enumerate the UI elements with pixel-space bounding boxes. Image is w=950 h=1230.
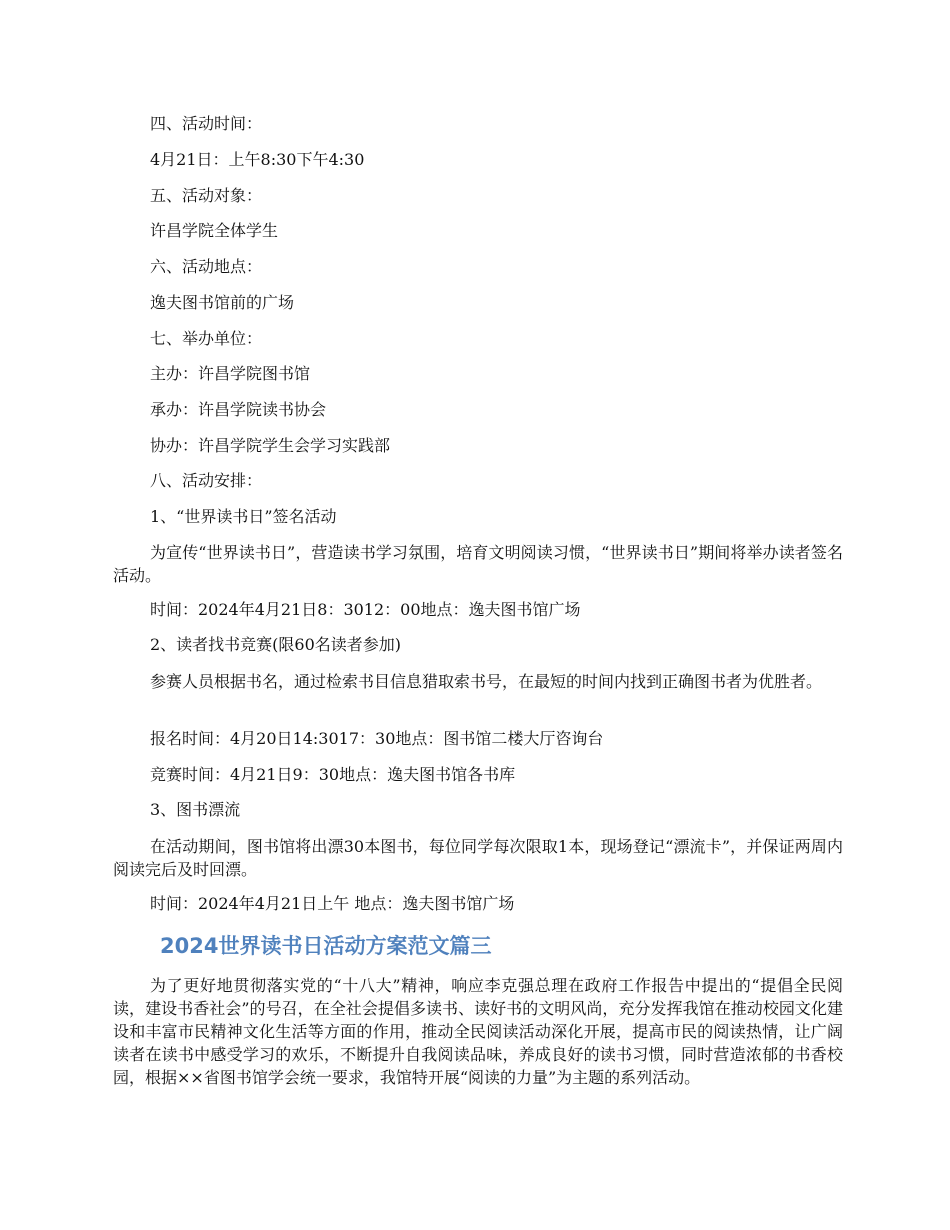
- item-2-description: 参赛人员根据书名，通过检索书目信息猎取索书号，在最短的时间内找到正确图书者为优胜者。: [150, 672, 823, 691]
- item-2-contest-time: 竞赛时间：4月21日9：30地点：逸夫图书馆各书库: [150, 765, 516, 784]
- organizer-undertaker: 承办：许昌学院读书协会: [150, 400, 327, 419]
- item-2-title: 2、读者找书竞赛(限60名读者参加): [150, 635, 402, 654]
- item-2-registration: 报名时间：4月20日14:3017：30地点：图书馆二楼大厅咨询台: [150, 729, 604, 748]
- activity-location-value: 逸夫图书馆前的广场: [150, 293, 295, 312]
- section-6-title: 六、活动地点：: [150, 257, 263, 276]
- section-5-title: 五、活动对象：: [150, 186, 263, 205]
- activity-time-value: 4月21日：上午8:30下午4:30: [150, 150, 365, 169]
- section-4-title: 四、活动时间：: [150, 114, 263, 133]
- item-1-time: 时间：2024年4月21日8：3012：00地点：逸夫图书馆广场: [150, 600, 581, 619]
- organizer-co-host: 协办：许昌学院学生会学习实践部: [150, 436, 391, 455]
- item-1-title: 1、“世界读书日”签名活动: [150, 507, 337, 526]
- section-7-title: 七、举办单位：: [150, 329, 263, 348]
- activity-target-value: 许昌学院全体学生: [150, 221, 279, 240]
- item-3-title: 3、图书漂流: [150, 800, 241, 819]
- section-heading: 2024世界读书日活动方案范文篇三: [160, 934, 492, 958]
- section-8-title: 八、活动安排：: [150, 471, 263, 490]
- intro-paragraph: 为了更好地贯彻落实党的“十八大”精神，响应李克强总理在政府工作报告中提出的“提倡全民阅读，建设书香社会”的号召，在全社会提倡多读书、读好书的文明风尚，充分发挥我馆在推动校园文化建设和丰富市民精神文化生活等方面的作用，推动全民阅读活动深化开展，提高市民的阅读热情，让广阔读者在读书中感受学习的欢乐，不断提升自我阅读品味，养成良好的读书习惯，同时营造浓郁的书香校园，根据××省图书馆学会统一要求，我馆特开展“阅读的力量”为主题的系列活动。: [113, 976, 843, 1087]
- item-3-description: 在活动期间，图书馆将出漂30本图书，每位同学每次限取1本，现场登记“漂流卡”，并保证两周内阅读完后及时回漂。: [113, 837, 843, 879]
- item-3-time: 时间：2024年4月21日上午 地点：逸夫图书馆广场: [150, 894, 515, 913]
- organizer-host: 主办：许昌学院图书馆: [150, 364, 311, 383]
- item-1-description: 为宣传“世界读书日”，营造读书学习氛围，培育文明阅读习惯，“世界读书日”期间将举办读者签名活动。: [113, 543, 843, 585]
